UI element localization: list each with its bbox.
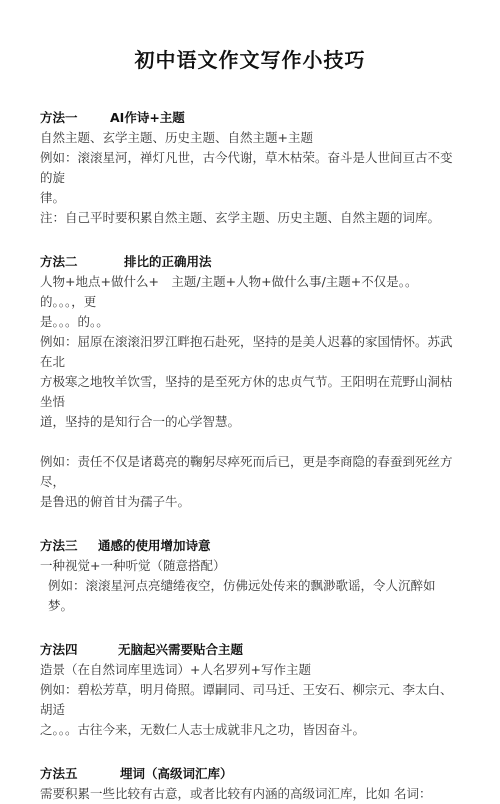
text-line: 律。: [40, 190, 66, 205]
section-title: 无脑起兴需要贴合主题: [118, 642, 244, 657]
section-heading: [40, 764, 460, 784]
section-title: 排比的正确用法: [124, 254, 212, 269]
text-line: 例如：屈原在滚滚汨罗江畔抱石赴死，坚持的是美人迟暮的家国情怀。苏武在北: [40, 334, 453, 369]
text-line: 是。。。的。。: [40, 314, 109, 329]
section-method-5: [40, 764, 460, 804]
text-line: 造景（在自然词库里选词）+人名罗列+写作主题: [40, 662, 311, 677]
section-number: 方法五: [40, 766, 78, 781]
text-line: 注：自己平时要积累自然主题、玄学主题、历史主题、自然主题的词库。: [40, 210, 441, 225]
section-method-3: [40, 536, 460, 616]
text-line: 是鲁迅的俯首甘为孺子牛。: [40, 494, 191, 509]
section-title: 埋词（高级词汇库）: [120, 766, 233, 781]
text-line: 自然主题、玄学主题、历史主题、自然主题+主题: [40, 130, 313, 145]
section-heading: [40, 108, 460, 128]
section-method-1: [40, 108, 460, 228]
spacer: [40, 432, 460, 452]
section-heading: [40, 536, 460, 556]
section-heading: [40, 640, 460, 660]
section-number: 方法一: [40, 110, 78, 125]
section-title: 通感的使用增加诗意: [98, 538, 211, 553]
section-number: 方法四: [40, 642, 78, 657]
section-number: 方法三: [40, 538, 78, 553]
page-title: 初中语文作文写作小技巧: [134, 48, 366, 72]
text-line: 人物+地点+做什么+ 主题/主题+人物+做什么事/主题+不仅是。。的。。。，更: [40, 274, 418, 309]
text-line: 一种视觉+一种听觉（随意搭配）: [40, 558, 226, 573]
section-method-4: [40, 640, 460, 740]
section-heading: [40, 252, 460, 272]
text-line: 方极寒之地牧羊饮雪，坚持的是至死方休的忠贞气节。王阳明在荒野山洞枯坐悟: [40, 374, 453, 409]
section-title: AI作诗+主题: [110, 110, 185, 125]
text-line: 例如：碧松芳草，明月倚照。谭嗣同、司马迁、王安石、柳宗元、李太白、胡适: [40, 682, 453, 717]
text-line: 例如：滚滚星河，禅灯凡世，古今代谢，草木枯荣。奋斗是人世间亘古不变的旋: [40, 150, 453, 185]
text-line: 例如：滚滚星河点亮缱绻夜空，仿佛远处传来的飘渺歌谣，令人沉醉如梦。: [48, 578, 436, 613]
text-line: 例如：责任不仅是诸葛亮的鞠躬尽瘁死而后已，更是李商隐的春蚕到死丝方尽，: [40, 454, 453, 489]
section-method-2: [40, 252, 460, 512]
section-number: 方法二: [40, 254, 78, 269]
text-line: 道，坚持的是知行合一的心学智慧。: [40, 414, 241, 429]
text-line: 之。。。古往今来，无数仁人志士成就非凡之功，皆因奋斗。: [40, 722, 366, 737]
text-line: 需要积累一些比较有古意，或者比较有内涵的高级词汇库，比如 名词：: [40, 786, 432, 801]
